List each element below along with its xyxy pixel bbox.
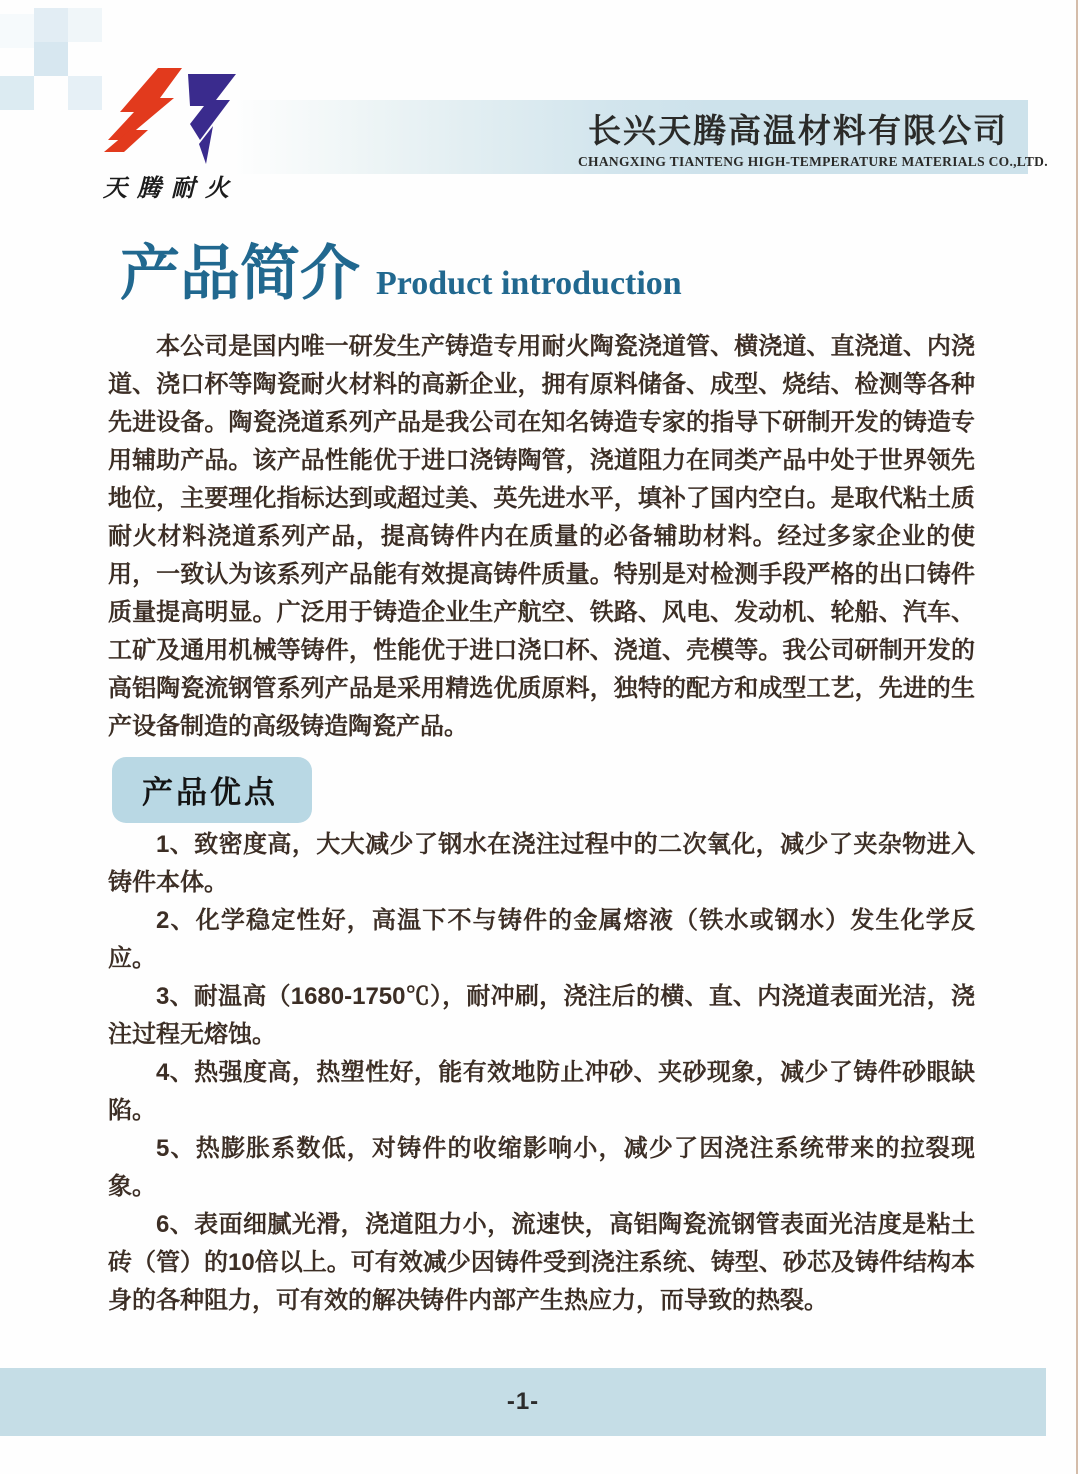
page-edge-line — [1076, 0, 1078, 1474]
footer-bar — [0, 1368, 1046, 1436]
list-item: 1、致密度高，大大减少了钢水在浇注过程中的二次氧化，减少了夹杂物进入铸件本体。 — [108, 831, 975, 896]
list-item: 4、热强度高，热塑性好，能有效地防止冲砂、夹砂现象，减少了铸件砂眼缺陷。 — [108, 1059, 975, 1124]
logo-mark-icon — [100, 68, 242, 166]
page-number: -1- — [506, 1388, 540, 1415]
intro-paragraph: 本公司是国内唯一研发生产铸造专用耐火陶瓷浇道管、横浇道、直浇道、内浇道、浇口杯等陶瓷耐火材料的高新企业，拥有原料储备、成型、烧结、检测等各种先进设备。陶瓷浇道系列产品是我公司在知名铸造专家的指导下研制开发的铸造专用辅助产品。该产品性能优于进口浇铸陶管，浇道阻力在同类产品中处于世界领先地位，主要理化指标达到或超过美、英先进水平，填补了国内空白。是取代粘土质耐火材料浇道系列产品，提高铸件内在质量的必备辅助材料。经过多家企业的使用，一致认为该系列产品能有效提高铸件质量。特别是对检测手段严格的出口铸件质量提高明显。广泛用于铸造企业生产航空、铁路、风电、发动机、轮船、汽车、工矿及通用机械等铸件，性能优于进口浇口杯、浇道、壳模等。我公司研制开发的高铝陶瓷流钢管系列产品是采用精选优质原料，独特的配方和成型工艺，先进的生产设备制造的高级铸造陶瓷产品。 — [108, 333, 975, 740]
checker-cell — [34, 42, 68, 76]
checker-cell — [34, 8, 68, 42]
page-title — [120, 238, 682, 310]
company-logo — [96, 68, 246, 203]
checker-cell — [0, 14, 34, 48]
company-banner-text — [578, 105, 1048, 170]
company-name-en: CHANGXING TIANTENG HIGH-TEMPERATURE MATERIALS CO.,LTD. — [578, 153, 1048, 169]
page-title-cn: 产品简介 — [120, 241, 360, 307]
company-banner — [232, 100, 1048, 174]
page-title-en: Product introduction — [376, 265, 682, 302]
checker-cell — [0, 76, 34, 110]
advantages-heading: 产品优点 — [112, 757, 312, 823]
logo-brand-text: 天腾耐火 — [103, 176, 239, 202]
list-item: 5、热膨胀系数低，对铸件的收缩影响小，减少了因浇注系统带来的拉裂现象。 — [108, 1135, 975, 1200]
company-name-cn: 长兴天腾高温材料有限公司 — [588, 111, 1008, 149]
checker-cell — [68, 8, 102, 42]
advantages-list — [108, 826, 975, 1320]
list-item: 2、化学稳定性好，高温下不与铸件的金属熔液（铁水或钢水）发生化学反应。 — [108, 907, 975, 972]
list-item: 6、表面细腻光滑，浇道阻力小，流速快，高铝陶瓷流钢管表面光洁度是粘土砖（管）的10倍以上。可有效减少因铸件受到浇注系统、铸型、砂芯及铸件结构本身的各种阻力，可有效的解决铸件内部产生热应力，而导致的热裂。 — [108, 1211, 975, 1314]
list-item: 3、耐温高（1680-1750℃），耐冲刷，浇注后的横、直、内浇道表面光洁，浇注过程无熔蚀。 — [108, 983, 975, 1048]
